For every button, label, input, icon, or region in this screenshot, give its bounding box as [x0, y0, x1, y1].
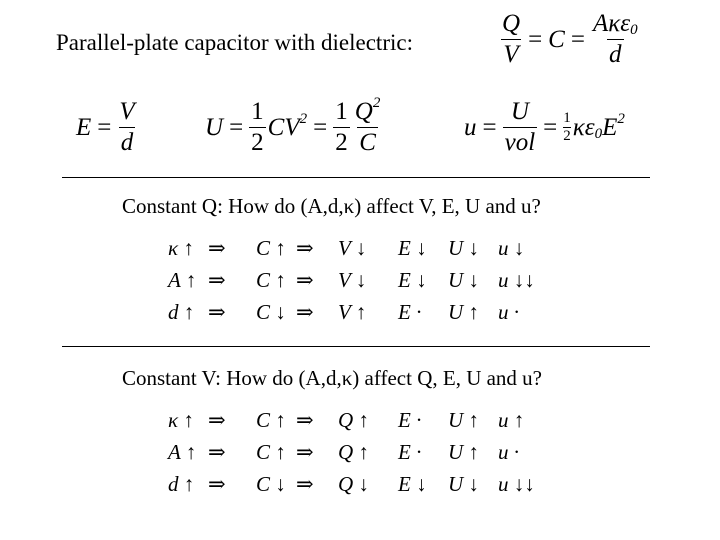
relation-cell: Q ↑ — [338, 440, 369, 464]
relation-cell: u · — [498, 300, 519, 324]
relation-cell: V ↑ — [338, 300, 367, 324]
frac-num — [591, 10, 640, 39]
relation-cell: A ↑ — [168, 440, 197, 464]
relation-cell: U ↑ — [448, 440, 479, 464]
implies-arrow: ⇒ — [208, 268, 226, 292]
frac-den: 2 — [335, 129, 348, 156]
implies-arrow: ⇒ — [208, 236, 226, 260]
energy-equation — [205, 95, 382, 157]
relation-cell: U ↓ — [448, 236, 479, 260]
frac-num: 1 — [251, 98, 264, 125]
frac-num: V — [119, 98, 135, 125]
eq-lhs: u — [464, 113, 477, 141]
implies-arrow: ⇒ — [208, 440, 226, 464]
implies-arrow: ⇒ — [208, 408, 226, 432]
relation-cell: E ↓ — [398, 268, 427, 292]
implies-arrow: ⇒ — [296, 236, 314, 260]
relation-cell: U ↑ — [448, 408, 479, 432]
equals-sign: = — [528, 25, 543, 53]
relation-cell: C ↓ — [256, 300, 286, 324]
relation-cell: C ↑ — [256, 236, 286, 260]
v-over-d-fraction — [117, 98, 136, 157]
equals-sign: = — [97, 113, 112, 141]
frac-den: d — [609, 41, 622, 68]
q-symbol: Q — [354, 98, 373, 125]
eq-lhs: E — [76, 113, 92, 141]
frac-den: 2 — [563, 128, 571, 144]
relation-cell: E · — [398, 440, 422, 464]
relation-cell: C ↑ — [256, 408, 286, 432]
relation-cell: u · — [498, 440, 519, 464]
relation-cell: E ↓ — [398, 236, 427, 260]
subscript-zero: 0 — [630, 22, 638, 38]
equals-sign: = — [570, 25, 585, 53]
relation-cell: E · — [398, 408, 422, 432]
frac-den: 2 — [251, 129, 264, 156]
implies-arrow: ⇒ — [296, 268, 314, 292]
relation-cell: E ↓ — [398, 472, 427, 496]
implies-arrow: ⇒ — [296, 472, 314, 496]
exponent: 2 — [372, 95, 381, 111]
constant-q-question: Constant Q: How do (A,d,κ) affect V, E, U and u? — [122, 194, 541, 218]
relation-cell: C ↑ — [256, 268, 286, 292]
kappa-eps: κε — [572, 113, 595, 141]
relation-cell: U ↑ — [448, 300, 479, 324]
frac-den: vol — [504, 129, 536, 156]
divider-line — [62, 346, 650, 347]
capacitance-equation — [500, 10, 640, 69]
implies-arrow: ⇒ — [208, 300, 226, 324]
relation-cell: A ↑ — [168, 268, 197, 292]
divider-line — [62, 177, 650, 178]
cv-term — [267, 110, 308, 142]
relation-cell: Q ↓ — [338, 472, 369, 496]
relation-cell: U ↓ — [448, 268, 479, 292]
exponent: 2 — [617, 110, 625, 127]
one-half-fraction — [333, 98, 350, 157]
implies-arrow: ⇒ — [296, 408, 314, 432]
v-symbol: V — [284, 113, 300, 141]
capacitance-symbol: C — [548, 25, 565, 53]
energy-density-equation — [464, 98, 625, 157]
exponent: 2 — [299, 110, 308, 127]
relation-cell: κ ↑ — [168, 408, 194, 432]
frac-num: U — [510, 98, 529, 125]
relation-cell: U ↓ — [448, 472, 479, 496]
frac-num — [353, 95, 383, 127]
relation-cell: u ↓↓ — [498, 268, 535, 292]
equals-sign: = — [543, 113, 558, 141]
q-over-v-fraction — [500, 10, 522, 69]
c-symbol: C — [267, 113, 285, 141]
relation-cell: V ↓ — [338, 236, 367, 260]
relation-cell: V ↓ — [338, 268, 367, 292]
implies-arrow: ⇒ — [208, 472, 226, 496]
relation-cell: d ↑ — [168, 472, 195, 496]
relation-cell: d ↑ — [168, 300, 195, 324]
equals-sign: = — [482, 113, 497, 141]
slide-title: Parallel-plate capacitor with dielectric: — [56, 30, 413, 55]
one-half-small-fraction — [563, 110, 571, 145]
constant-v-question: Constant V: How do (A,d,κ) affect Q, E, U and u? — [122, 366, 542, 390]
equals-sign: = — [229, 113, 244, 141]
relation-cell: u ↑ — [498, 408, 525, 432]
subscript-zero: 0 — [594, 125, 603, 142]
relation-cell: C ↑ — [256, 440, 286, 464]
relation-cell: u ↓↓ — [498, 472, 535, 496]
relation-cell: C ↓ — [256, 472, 286, 496]
implies-arrow: ⇒ — [296, 440, 314, 464]
relation-cell: u ↓ — [498, 236, 525, 260]
frac-den: C — [359, 129, 376, 156]
u-over-vol-fraction — [503, 98, 538, 157]
q-squared-over-c-fraction — [353, 95, 383, 157]
a-kappa-eps-over-d-fraction — [591, 10, 640, 69]
e-symbol: E — [602, 113, 618, 141]
eq-lhs: U — [205, 113, 224, 141]
relation-cell: E · — [398, 300, 422, 324]
frac-num: Q — [502, 10, 521, 37]
relation-cell: Q ↑ — [338, 408, 369, 432]
frac-den: d — [120, 129, 134, 156]
frac-num: 1 — [335, 98, 348, 125]
one-half-fraction — [249, 98, 266, 157]
frac-num: 1 — [563, 110, 571, 126]
electric-field-equation — [76, 98, 137, 157]
density-rhs — [572, 110, 625, 142]
equals-sign: = — [313, 113, 328, 141]
implies-arrow: ⇒ — [296, 300, 314, 324]
relation-cell: κ ↑ — [168, 236, 194, 260]
frac-den: V — [503, 41, 519, 68]
num-text: Aκε — [592, 10, 631, 37]
